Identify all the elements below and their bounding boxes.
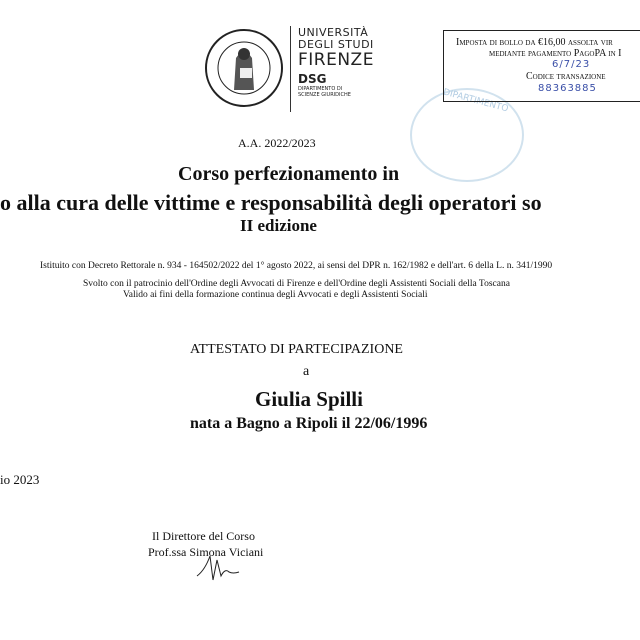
university-line: DEGLI STUDI (298, 38, 374, 51)
signatory-name: Prof.ssa Simona Viciani (148, 545, 264, 559)
recipient-birth: nata a Bagno a Ripoli il 22/06/1996 (190, 415, 428, 432)
handwritten-signature (195, 548, 245, 584)
issue-date: io 2023 (0, 472, 40, 487)
course-edition: II edizione (240, 216, 317, 235)
dept-abbr: DSG (298, 72, 327, 86)
course-title-line2: o alla cura delle vittime e responsabilità degli operatori so (0, 190, 542, 215)
recipient-name: Giulia Spilli (255, 387, 363, 411)
tax-line: Imposta di bollo da €16,00 assolta vir (456, 37, 613, 48)
certificate-a: a (303, 364, 310, 379)
academic-year: A.A. 2022/2023 (238, 136, 316, 150)
header-divider (290, 26, 291, 112)
dept-line: DIPARTIMENTO DI (298, 86, 343, 92)
certificate-title: ATTESTATO DI PARTECIPAZIONE (190, 342, 403, 357)
validity-text: Valido ai fini della formazione continua degli Avvocati e degli Assistenti Sociali (123, 290, 428, 300)
patronage-text: Svolto con il patrocinio dell'Ordine degli Avvocati di Firenze e dell'Ordine degli Assistenti Sociali della Toscana (83, 279, 510, 289)
dept-line: SCIENZE GIURIDICHE (298, 92, 351, 98)
signatory-role: Il Direttore del Corso (152, 529, 255, 543)
code-label: Codice transazione (526, 71, 606, 82)
decree-text: Istituito con Decreto Rettorale n. 934 - 164502/2022 del 1° agosto 2022, ai sensi del DPR n. 162/1982 e dell'art. 6 della L. n. 341/1990 (40, 261, 553, 271)
stamp-text: DIPARTIMENTO (441, 87, 510, 115)
university-seal-logo (204, 28, 284, 108)
tax-stamp-box (443, 30, 640, 102)
payment-date: 6/7/23 (552, 59, 591, 70)
university-name (298, 27, 374, 69)
department-stamp (410, 88, 524, 182)
transaction-code: 88363885 (538, 83, 597, 94)
dept-name (298, 86, 351, 98)
university-line: UNIVERSITÀ (298, 26, 369, 39)
tax-line: mediante pagamento PagoPA in I (489, 48, 622, 59)
course-title-line1: Corso perfezionamento in (178, 163, 400, 185)
university-line: FIRENZE (298, 50, 374, 70)
